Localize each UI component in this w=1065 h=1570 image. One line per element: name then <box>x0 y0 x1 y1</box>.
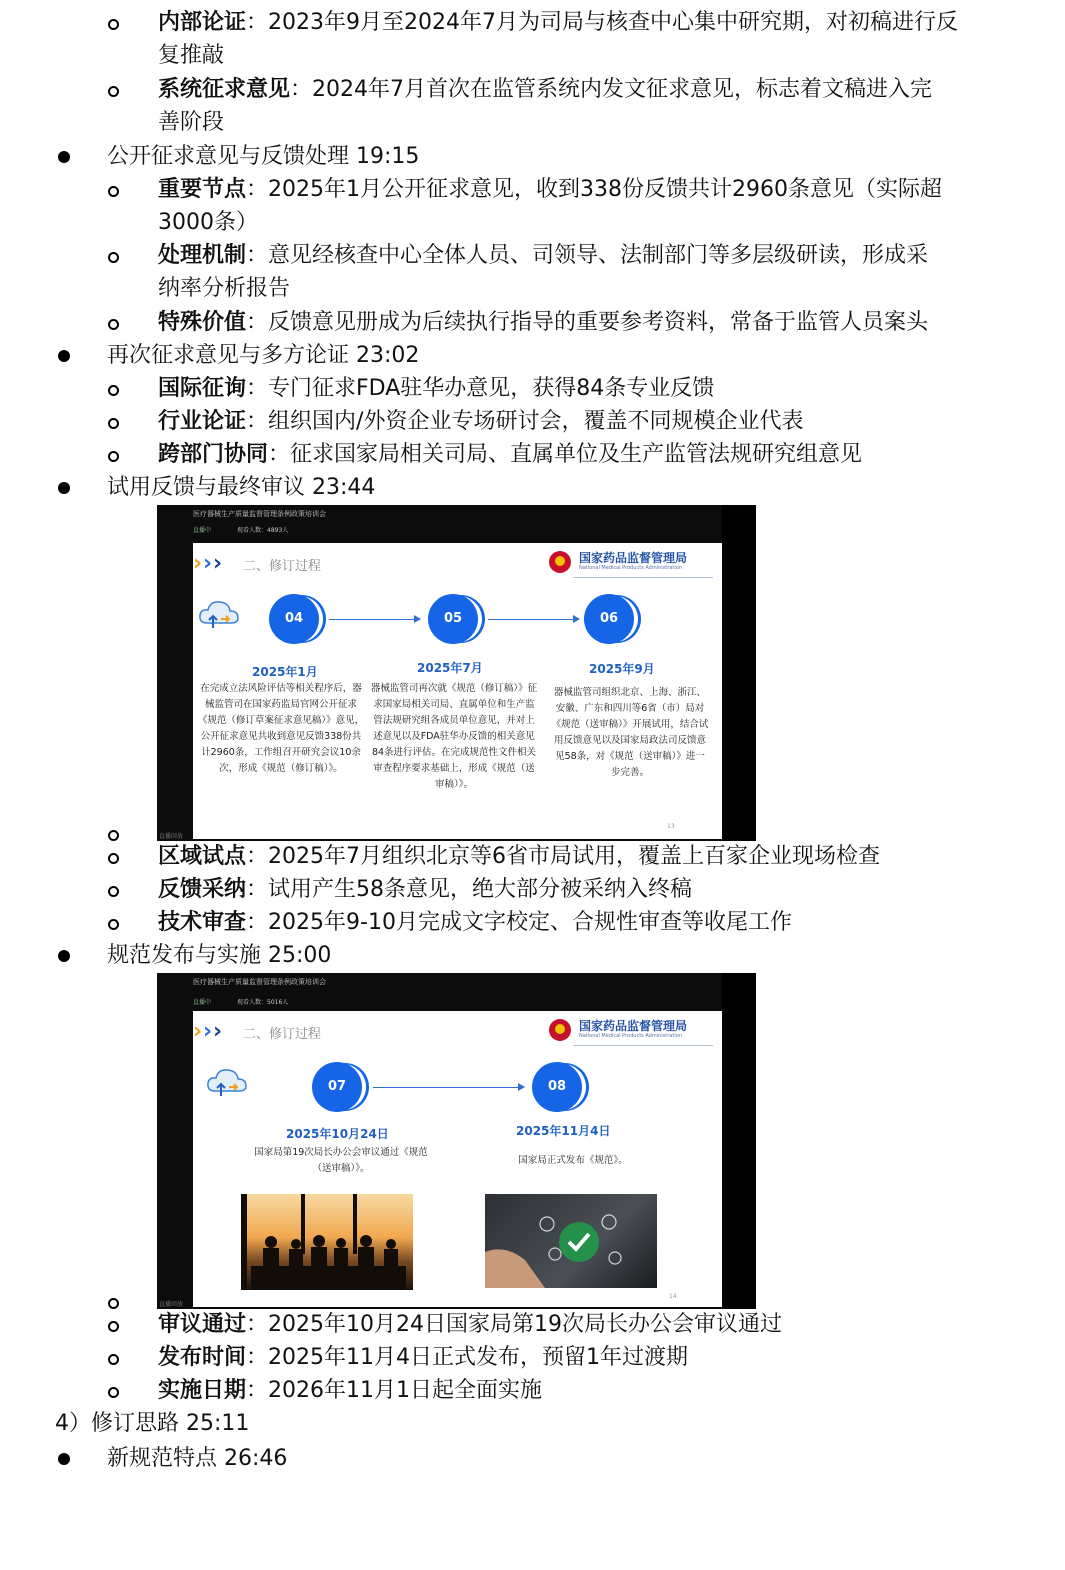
section-heading: 新规范特点 26:46 <box>107 1446 288 1471</box>
circle-bullet-icon <box>108 418 119 429</box>
chevron-right-icon: › <box>213 1019 223 1044</box>
timeline-arrow <box>488 619 578 620</box>
timeline-node: 08 <box>532 1062 582 1112</box>
meeting-title: 医疗器械生产质量监督管理条例政策培训会 <box>193 510 326 518</box>
bullet-icon <box>58 950 70 962</box>
video-side-bar <box>722 973 756 1309</box>
checkmark-icon <box>485 1194 657 1288</box>
sub-item <box>158 241 928 271</box>
sub-item-sep: ： <box>246 1312 269 1337</box>
cloud-upload-icon <box>205 1065 249 1099</box>
chevron-right-icon: › <box>203 1019 213 1044</box>
slide-page-number: 14 <box>669 1293 677 1300</box>
sub-item-term: 系统征求意见 <box>158 77 291 102</box>
sub-item-term: 审议通过 <box>158 1312 247 1337</box>
circle-bullet-icon <box>108 886 119 897</box>
chevron-right-icon: › <box>213 551 223 576</box>
live-badge-text: 直播中 <box>193 527 212 534</box>
viewer-count: 观看人数：5016人 <box>237 999 289 1006</box>
sub-item-text: 2024年7月首次在监管系统内发文征求意见，标志着文稿进入完 <box>312 77 933 102</box>
slide-body <box>193 543 722 839</box>
chevron-right-icon: › <box>193 1019 203 1044</box>
org-name-en: National Medical Products Administration <box>579 565 682 571</box>
sub-item-text: 2025年1月公开征求意见，收到338份反馈共计2960条意见（实际超 <box>268 177 942 202</box>
timeline-arrow <box>373 1087 523 1088</box>
viewer-count: 观看人数：4893人 <box>237 527 289 534</box>
circle-bullet-icon <box>108 385 119 396</box>
sub-item-text: 2025年11月4日正式发布，预留1年过渡期 <box>268 1345 689 1370</box>
sub-item-sep: ： <box>268 442 291 467</box>
sub-item <box>158 875 692 905</box>
sub-item <box>158 75 932 105</box>
circle-bullet-icon <box>108 1354 119 1365</box>
circle-bullet-icon <box>108 451 119 462</box>
sub-item-sep: ： <box>246 844 269 869</box>
sub-item-sep: ： <box>246 877 269 902</box>
sub-item-text: 2023年9月至2024年7月为司局与核查中心集中研究期，对初稿进行反 <box>268 10 959 35</box>
timeline-node: 07 <box>312 1062 362 1112</box>
circle-bullet-icon <box>108 319 119 330</box>
slide-page-number: 13 <box>667 823 675 830</box>
sub-item-sep: ： <box>246 376 269 401</box>
nmpa-emblem-icon <box>549 1019 571 1041</box>
circle-bullet-icon <box>108 1387 119 1398</box>
watermark: 直播回放 <box>159 833 184 840</box>
sub-item-text: 2026年11月1日起全面实施 <box>268 1378 543 1403</box>
timeline-node: 05 <box>428 594 478 644</box>
timeline-date: 2025年1月 <box>252 665 318 679</box>
circle-bullet-icon <box>108 853 119 864</box>
slide-body <box>193 1011 722 1307</box>
sub-item-text: 专门征求FDA驻华办意见，获得84条专业反馈 <box>268 376 715 401</box>
sub-item <box>158 1343 688 1373</box>
sub-item-sep: ： <box>246 177 269 202</box>
sub-item-cont: 善阶段 <box>158 110 225 135</box>
cloud-upload-icon <box>197 597 241 631</box>
sub-item-term: 发布时间 <box>158 1345 247 1370</box>
digital-approval-photo <box>485 1194 657 1288</box>
org-name-cn: 国家药品监督管理局 <box>579 551 688 565</box>
section-4-heading: 4）修订思路 25:11 <box>55 1411 250 1436</box>
circle-bullet-icon <box>108 252 119 263</box>
live-badge <box>193 997 211 1006</box>
circle-bullet-icon <box>108 19 119 30</box>
sub-item-sep: ： <box>246 243 269 268</box>
sub-item-term: 特殊价值 <box>158 310 247 335</box>
sub-item-sep: ： <box>246 910 269 935</box>
sub-item-term: 区域试点 <box>158 844 247 869</box>
bullet-icon <box>58 1453 70 1465</box>
chevron-right-icon: › <box>203 551 213 576</box>
sub-item-sep: ： <box>246 1345 269 1370</box>
sub-item-term: 跨部门协同 <box>158 442 269 467</box>
bullet-icon <box>58 151 70 163</box>
section-heading: 试用反馈与最终审议 23:44 <box>107 475 376 500</box>
org-name-en: National Medical Products Administration <box>579 1033 682 1039</box>
live-badge-text: 直播中 <box>193 999 212 1006</box>
silhouette-people-icon <box>241 1194 413 1290</box>
circle-bullet-icon <box>108 1298 119 1309</box>
sub-item-text: 征求国家局相关司局、直属单位及生产监管法规研究组意见 <box>290 442 863 467</box>
circle-bullet-icon <box>108 830 119 841</box>
nmpa-emblem-icon <box>549 551 571 573</box>
sub-item <box>158 175 942 205</box>
org-name-cn: 国家药品监督管理局 <box>579 1019 688 1033</box>
sub-item-term: 实施日期 <box>158 1378 247 1403</box>
circle-bullet-icon <box>108 919 119 930</box>
meeting-silhouette-photo <box>241 1194 413 1290</box>
timeline-desc: 国家局正式发布《规范》。 <box>518 1155 628 1166</box>
slide-screenshot-1 <box>157 505 756 841</box>
sub-item <box>158 308 928 338</box>
sub-item-term: 处理机制 <box>158 243 247 268</box>
timeline-desc: 器械监管司再次就《规范（修订稿）》征求国家局相关司局、直属单位和生产监管法规研究组各成员单位意见，并对上述意见以及FDA驻华办反馈的相关意见84条进行评估。在完成规范性文件相关审查程序要求基础上，形成《规范（送审稿）》。 <box>370 683 538 790</box>
sub-item-term: 行业论证 <box>158 409 247 434</box>
sub-item-text: 意见经核查中心全体人员、司领导、法制部门等多层级研读，形成采 <box>268 243 929 268</box>
sub-item <box>158 842 880 872</box>
sub-item-term: 技术审查 <box>158 910 247 935</box>
sub-item-sep: ： <box>290 77 313 102</box>
timeline-desc: 器械监管司组织北京、上海、浙江、安徽、广东和四川等6省（市）局对《规范（送审稿）》开展试用，结合试用反馈意见以及国家局政法司反馈意见58条，对《规范（送审稿）》进一步完善。 <box>551 687 709 778</box>
timeline-date: 2025年7月 <box>417 661 483 675</box>
sub-item-term: 国际征询 <box>158 376 247 401</box>
sub-item <box>158 374 714 404</box>
section-heading: 再次征求意见与多方论证 23:02 <box>107 343 420 368</box>
meeting-title: 医疗器械生产质量监督管理条例政策培训会 <box>193 978 326 986</box>
sub-item-text: 2025年10月24日国家局第19次局长办公会审议通过 <box>268 1312 783 1337</box>
timeline-date: 2025年11月4日 <box>516 1124 611 1138</box>
sub-item <box>158 1376 542 1406</box>
sub-item <box>158 407 803 437</box>
live-badge <box>193 525 211 534</box>
circle-bullet-icon <box>108 186 119 197</box>
section-heading: 规范发布与实施 25:00 <box>107 943 332 968</box>
slide-section-title: 二、修订过程 <box>243 1027 322 1042</box>
sub-item-cont: 3000条） <box>158 210 258 235</box>
chevron-right-icon: › <box>193 551 203 576</box>
sub-item-sep: ： <box>246 10 269 35</box>
slide-section-title: 二、修订过程 <box>243 559 322 574</box>
sub-item <box>158 908 792 938</box>
header-rule <box>573 1045 713 1046</box>
sub-item-cont: 复推敲 <box>158 43 225 68</box>
section-heading: 公开征求意见与反馈处理 19:15 <box>107 144 420 169</box>
timeline-node: 06 <box>584 594 634 644</box>
sub-item <box>158 1310 782 1340</box>
timeline-node: 04 <box>269 594 319 644</box>
watermark: 直播回放 <box>159 1301 184 1308</box>
timeline-date: 2025年9月 <box>589 662 655 676</box>
sub-item <box>158 440 862 470</box>
sub-item-term: 内部论证 <box>158 10 247 35</box>
sub-item-cont: 纳率分析报告 <box>158 276 291 301</box>
header-rule <box>573 577 713 578</box>
sub-item-text: 试用产生58条意见，绝大部分被采纳入终稿 <box>268 877 693 902</box>
sub-item-sep: ： <box>246 310 269 335</box>
circle-bullet-icon <box>108 1321 119 1332</box>
timeline-date: 2025年10月24日 <box>286 1127 389 1141</box>
bullet-icon <box>58 350 70 362</box>
timeline-arrow <box>329 619 419 620</box>
timeline-desc: 在完成立法风险评估等相关程序后，器械监管司在国家药监局官网公开征求《规范（修订草案征求意见稿）》意见，公开征求意见共收到意见反馈338份共计2960条，工作组召开研究会议10余次，形成《规范（修订稿）》。 <box>197 683 365 774</box>
sub-item-sep: ： <box>246 409 269 434</box>
sub-item-text: 组织国内/外资企业专场研讨会，覆盖不同规模企业代表 <box>268 409 804 434</box>
sub-item-sep: ： <box>246 1378 269 1403</box>
sub-item-term: 重要节点 <box>158 177 247 202</box>
sub-item-text: 2025年7月组织北京等6省市局试用，覆盖上百家企业现场检查 <box>268 844 881 869</box>
bullet-icon <box>58 482 70 494</box>
sub-item-term: 反馈采纳 <box>158 877 247 902</box>
timeline-desc: 国家局第19次局长办公会审议通过《规范（送审稿）》。 <box>254 1147 428 1174</box>
sub-item-text: 反馈意见册成为后续执行指导的重要参考资料，常备于监管人员案头 <box>268 310 929 335</box>
sub-item <box>158 8 958 38</box>
circle-bullet-icon <box>108 86 119 97</box>
slide-screenshot-2 <box>157 973 756 1309</box>
video-side-bar <box>722 505 756 841</box>
sub-item-text: 2025年9-10月完成文字校定、合规性审查等收尾工作 <box>268 910 792 935</box>
